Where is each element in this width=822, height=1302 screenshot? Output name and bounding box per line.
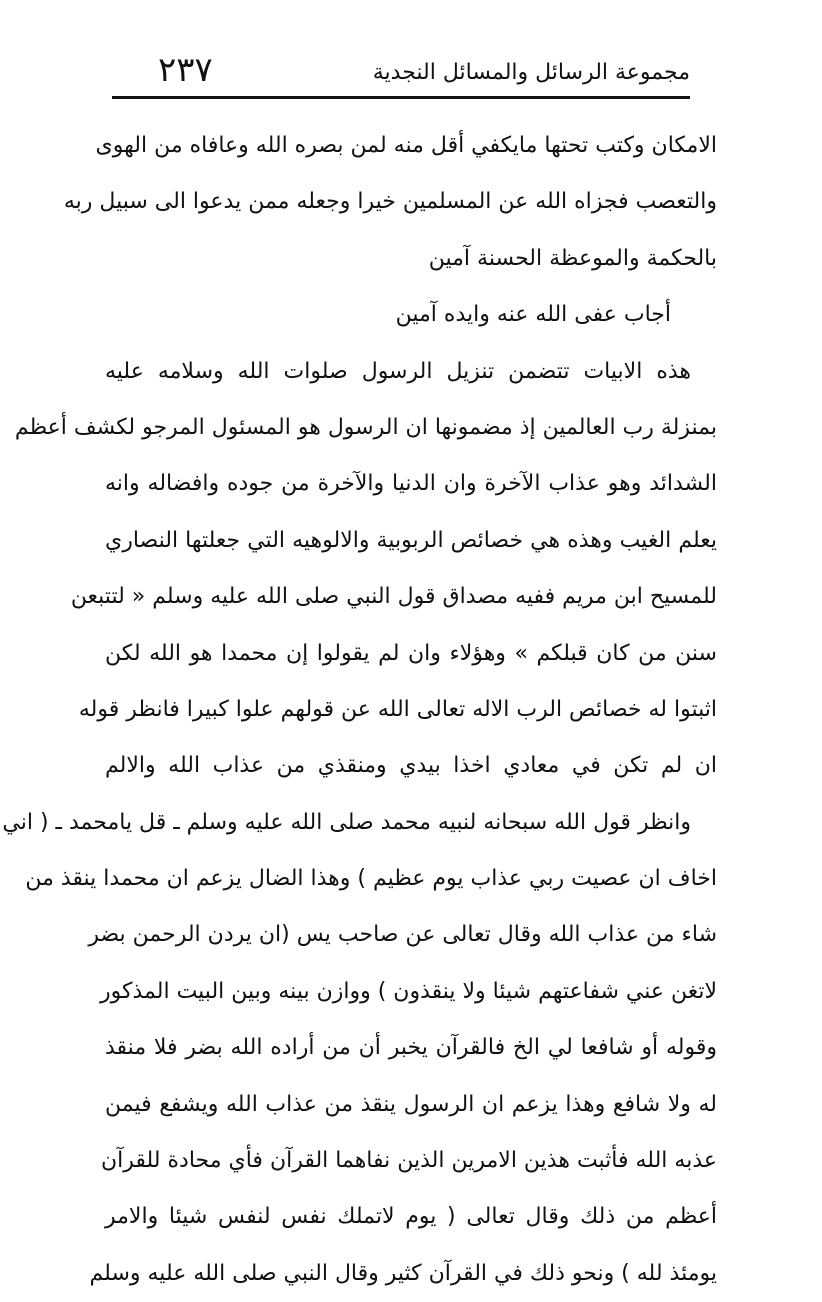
text-line: اثبتوا له خصائص الرب الاله تعالى الله عن قولهم علوا كبيرا فانظر قوله xyxy=(78,696,717,722)
text-line: شاء من عذاب الله وقال تعالى عن صاحب يس (ان يردن الرحمن بضر xyxy=(88,922,717,948)
text-line: لاتغن عني شفاعتهم شيئا ولا ينقذون ) ووازن بينه وبين البيت المذكور xyxy=(100,978,717,1004)
text-line: اخاف ان عصيت ربي عذاب يوم عظيم ) وهذا الضال يزعم ان محمدا ينقذ من xyxy=(25,866,717,892)
text-line: عذبه الله فأثبت هذين الامرين الذين نفاهما القرآن فأي محادة للقرآن xyxy=(100,1148,717,1174)
paragraph-first-line: وانظر قول الله سبحانه لنبيه محمد صلى الله عليه وسلم ـ قل يامحمد ـ ( اني xyxy=(2,809,691,835)
text-line: بالحكمة والموعظة الحسنة آمين xyxy=(428,245,717,271)
paragraph-first-line: هذه الابيات تتضمن تنزيل الرسول صلوات الله وسلامه عليه xyxy=(105,358,691,384)
running-header xyxy=(112,44,690,94)
text-line: بمنزلة رب العالمين إذ مضمونها ان الرسول هو المسئول المرجو لكشف أعظم xyxy=(14,414,717,440)
text-line: للمسيح ابن مريم ففيه مصداق قول النبي صلى الله عليه وسلم « لتتبعن xyxy=(70,584,717,610)
header-rule xyxy=(112,96,690,99)
text-line: الشدائد وهو عذاب الآخرة وان الدنيا والآخرة من جوده وافضاله وانه xyxy=(105,471,717,497)
text-line: وقوله أو شافعا لي الخ فالقرآن يخبر أن من أراده الله بضر فلا منقذ xyxy=(105,1035,717,1061)
text-line: له ولا شافع وهذا يزعم ان الرسول ينقذ من عذاب الله ويشفع فيمن xyxy=(105,1091,717,1117)
text-line: والتعصب فجزاه الله عن المسلمين خيرا وجعله ممن يدعوا الى سبيل ربه xyxy=(63,189,717,215)
verse-line: ان لم تكن في معادي اخذا بيدي ومنقذي من عذاب الله والالم xyxy=(105,753,717,779)
running-header-title: مجموعة الرسائل والمسائل النجدية xyxy=(372,60,690,85)
text-line: الامكان وكتب تحتها مايكفي أقل منه لمن بصره الله وعافاه من الهوى xyxy=(95,133,717,158)
text-line: سنن من كان قبلكم » وهؤلاء وان لم يقولوا إن محمدا هو الله لكن xyxy=(105,640,717,666)
text-line: يعلم الغيب وهذه هي خصائص الربوبية والالوهيه التي جعلتها النصاري xyxy=(105,527,717,553)
signature-line: أجاب عفى الله عنه وايده آمين xyxy=(395,302,671,328)
text-line: أعظم من ذلك وقال تعالى ( يوم لاتملك نفس لنفس شيئا والامر xyxy=(105,1204,717,1230)
page-number: ٢٣٧ xyxy=(158,50,213,90)
body-text xyxy=(2,118,717,1302)
text-line: يومئذ لله ) ونحو ذلك في القرآن كثير وقال النبي صلى الله عليه وسلم xyxy=(89,1260,717,1286)
